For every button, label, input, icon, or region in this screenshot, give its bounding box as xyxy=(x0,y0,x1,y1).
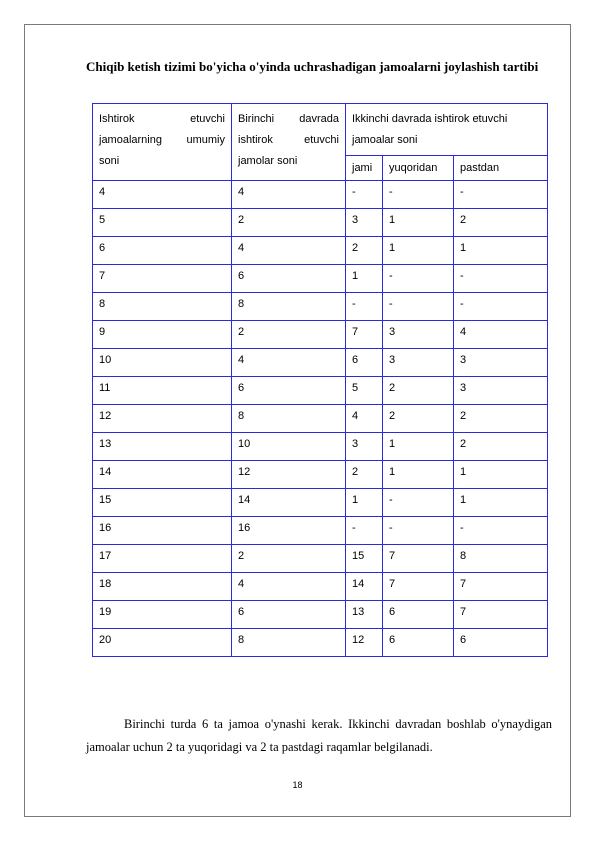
table-cell: 1 xyxy=(454,461,548,489)
table-row xyxy=(93,545,548,573)
header-ikkinchi-davra: Ikkinchi davrada ishtirok etuvchi jamoalar soni xyxy=(346,104,548,156)
table-cell: 8 xyxy=(232,405,346,433)
table-cell: 3 xyxy=(454,377,548,405)
table-cell: 13 xyxy=(346,601,383,629)
table-cell: 2 xyxy=(383,377,454,405)
table-cell: 6 xyxy=(232,377,346,405)
table-cell: 4 xyxy=(232,573,346,601)
table-row xyxy=(93,293,548,321)
table-cell: 5 xyxy=(93,209,232,237)
table-cell: 10 xyxy=(232,433,346,461)
table-cell: 8 xyxy=(232,293,346,321)
table-cell: 5 xyxy=(346,377,383,405)
table-cell: 7 xyxy=(383,573,454,601)
jamoalar-table xyxy=(92,103,548,657)
table-row xyxy=(93,181,548,209)
table-cell: - xyxy=(346,181,383,209)
table-cell: 2 xyxy=(454,433,548,461)
table-cell: 12 xyxy=(232,461,346,489)
table-cell: 15 xyxy=(93,489,232,517)
body-paragraph: Birinchi turda 6 ta jamoa o'ynashi kerak. Ikkinchi davradan boshlab o'ynaydigan jamoalar uchun 2 ta yuqoridagi va 2 ta pastdagi raqamlar belgilanadi. xyxy=(86,717,552,754)
table-cell: - xyxy=(383,265,454,293)
table-cell: 7 xyxy=(454,601,548,629)
table-cell: - xyxy=(383,517,454,545)
table-cell: 1 xyxy=(454,489,548,517)
table-cell: - xyxy=(346,293,383,321)
table-cell: 12 xyxy=(346,629,383,657)
table-cell: - xyxy=(454,293,548,321)
table-cell: 2 xyxy=(232,209,346,237)
table-cell: 1 xyxy=(383,209,454,237)
table-cell: 4 xyxy=(346,405,383,433)
header-umumiy-soni: Ishtirok etuvchi jamoalarning umumiy soni xyxy=(93,104,232,181)
table-cell: 1 xyxy=(383,461,454,489)
table-cell: 17 xyxy=(93,545,232,573)
subheader-pastdan: pastdan xyxy=(454,156,548,181)
table-cell: 4 xyxy=(454,321,548,349)
table-cell: 8 xyxy=(93,293,232,321)
table-cell: - xyxy=(454,181,548,209)
table-cell: 7 xyxy=(346,321,383,349)
header-birinchi-davra: Birinchi davrada ishtirok etuvchi jamolar soni xyxy=(232,104,346,181)
table-cell: 3 xyxy=(454,349,548,377)
subheader-yuqoridan: yuqoridan xyxy=(383,156,454,181)
table-cell: 14 xyxy=(232,489,346,517)
table-row xyxy=(93,573,548,601)
table-cell: 12 xyxy=(93,405,232,433)
table-cell: 10 xyxy=(93,349,232,377)
table-row xyxy=(93,405,548,433)
table-cell: 4 xyxy=(232,349,346,377)
table-cell: 6 xyxy=(346,349,383,377)
table-cell: 16 xyxy=(232,517,346,545)
table-cell: 2 xyxy=(346,237,383,265)
table-cell: 6 xyxy=(454,629,548,657)
table-cell: 1 xyxy=(346,489,383,517)
table-cell: 3 xyxy=(346,209,383,237)
table-row xyxy=(93,461,548,489)
table-cell: 6 xyxy=(232,265,346,293)
table-row xyxy=(93,349,548,377)
table-cell: 16 xyxy=(93,517,232,545)
table-cell: 3 xyxy=(383,349,454,377)
table-cell: 19 xyxy=(93,601,232,629)
table-cell: 2 xyxy=(232,321,346,349)
table-cell: 7 xyxy=(383,545,454,573)
table-cell: 7 xyxy=(93,265,232,293)
table-cell: 1 xyxy=(383,433,454,461)
table-cell: 15 xyxy=(346,545,383,573)
table-row xyxy=(93,433,548,461)
table-cell: - xyxy=(383,181,454,209)
table-cell: - xyxy=(383,489,454,517)
table-cell: 3 xyxy=(346,433,383,461)
table-cell: 6 xyxy=(383,629,454,657)
page-number: 18 xyxy=(292,780,303,790)
table-cell: 2 xyxy=(346,461,383,489)
table-cell: 6 xyxy=(383,601,454,629)
table-cell: 20 xyxy=(93,629,232,657)
table-cell: 4 xyxy=(93,181,232,209)
table-cell: - xyxy=(346,517,383,545)
table-cell: 8 xyxy=(232,629,346,657)
table-row xyxy=(93,629,548,657)
table-row xyxy=(93,209,548,237)
table-cell: 1 xyxy=(383,237,454,265)
page-title: Chiqib ketish tizimi bo'yicha o'yinda uchrashadigan jamoalarni joylashish tartibi xyxy=(86,59,539,74)
table-cell: - xyxy=(383,293,454,321)
table-row xyxy=(93,601,548,629)
table-cell: 8 xyxy=(454,545,548,573)
table-cell: 14 xyxy=(346,573,383,601)
table-row xyxy=(93,237,548,265)
table-cell: 4 xyxy=(232,237,346,265)
table-cell: 2 xyxy=(232,545,346,573)
table-cell: 1 xyxy=(454,237,548,265)
table-row xyxy=(93,517,548,545)
table-cell: 3 xyxy=(383,321,454,349)
table-cell: 1 xyxy=(346,265,383,293)
table-row xyxy=(93,377,548,405)
table-cell: 6 xyxy=(93,237,232,265)
table-cell: 7 xyxy=(454,573,548,601)
table-cell: 18 xyxy=(93,573,232,601)
table-cell: 11 xyxy=(93,377,232,405)
table-cell: 6 xyxy=(232,601,346,629)
table-cell: 14 xyxy=(93,461,232,489)
table-cell: 2 xyxy=(454,405,548,433)
table-row xyxy=(93,321,548,349)
table-row xyxy=(93,265,548,293)
table-cell: 13 xyxy=(93,433,232,461)
table-cell: 2 xyxy=(383,405,454,433)
subheader-jami: jami xyxy=(346,156,383,181)
table-cell: 4 xyxy=(232,181,346,209)
table-cell: 2 xyxy=(454,209,548,237)
table-cell: - xyxy=(454,517,548,545)
table-row xyxy=(93,489,548,517)
table-cell: 9 xyxy=(93,321,232,349)
table-cell: - xyxy=(454,265,548,293)
